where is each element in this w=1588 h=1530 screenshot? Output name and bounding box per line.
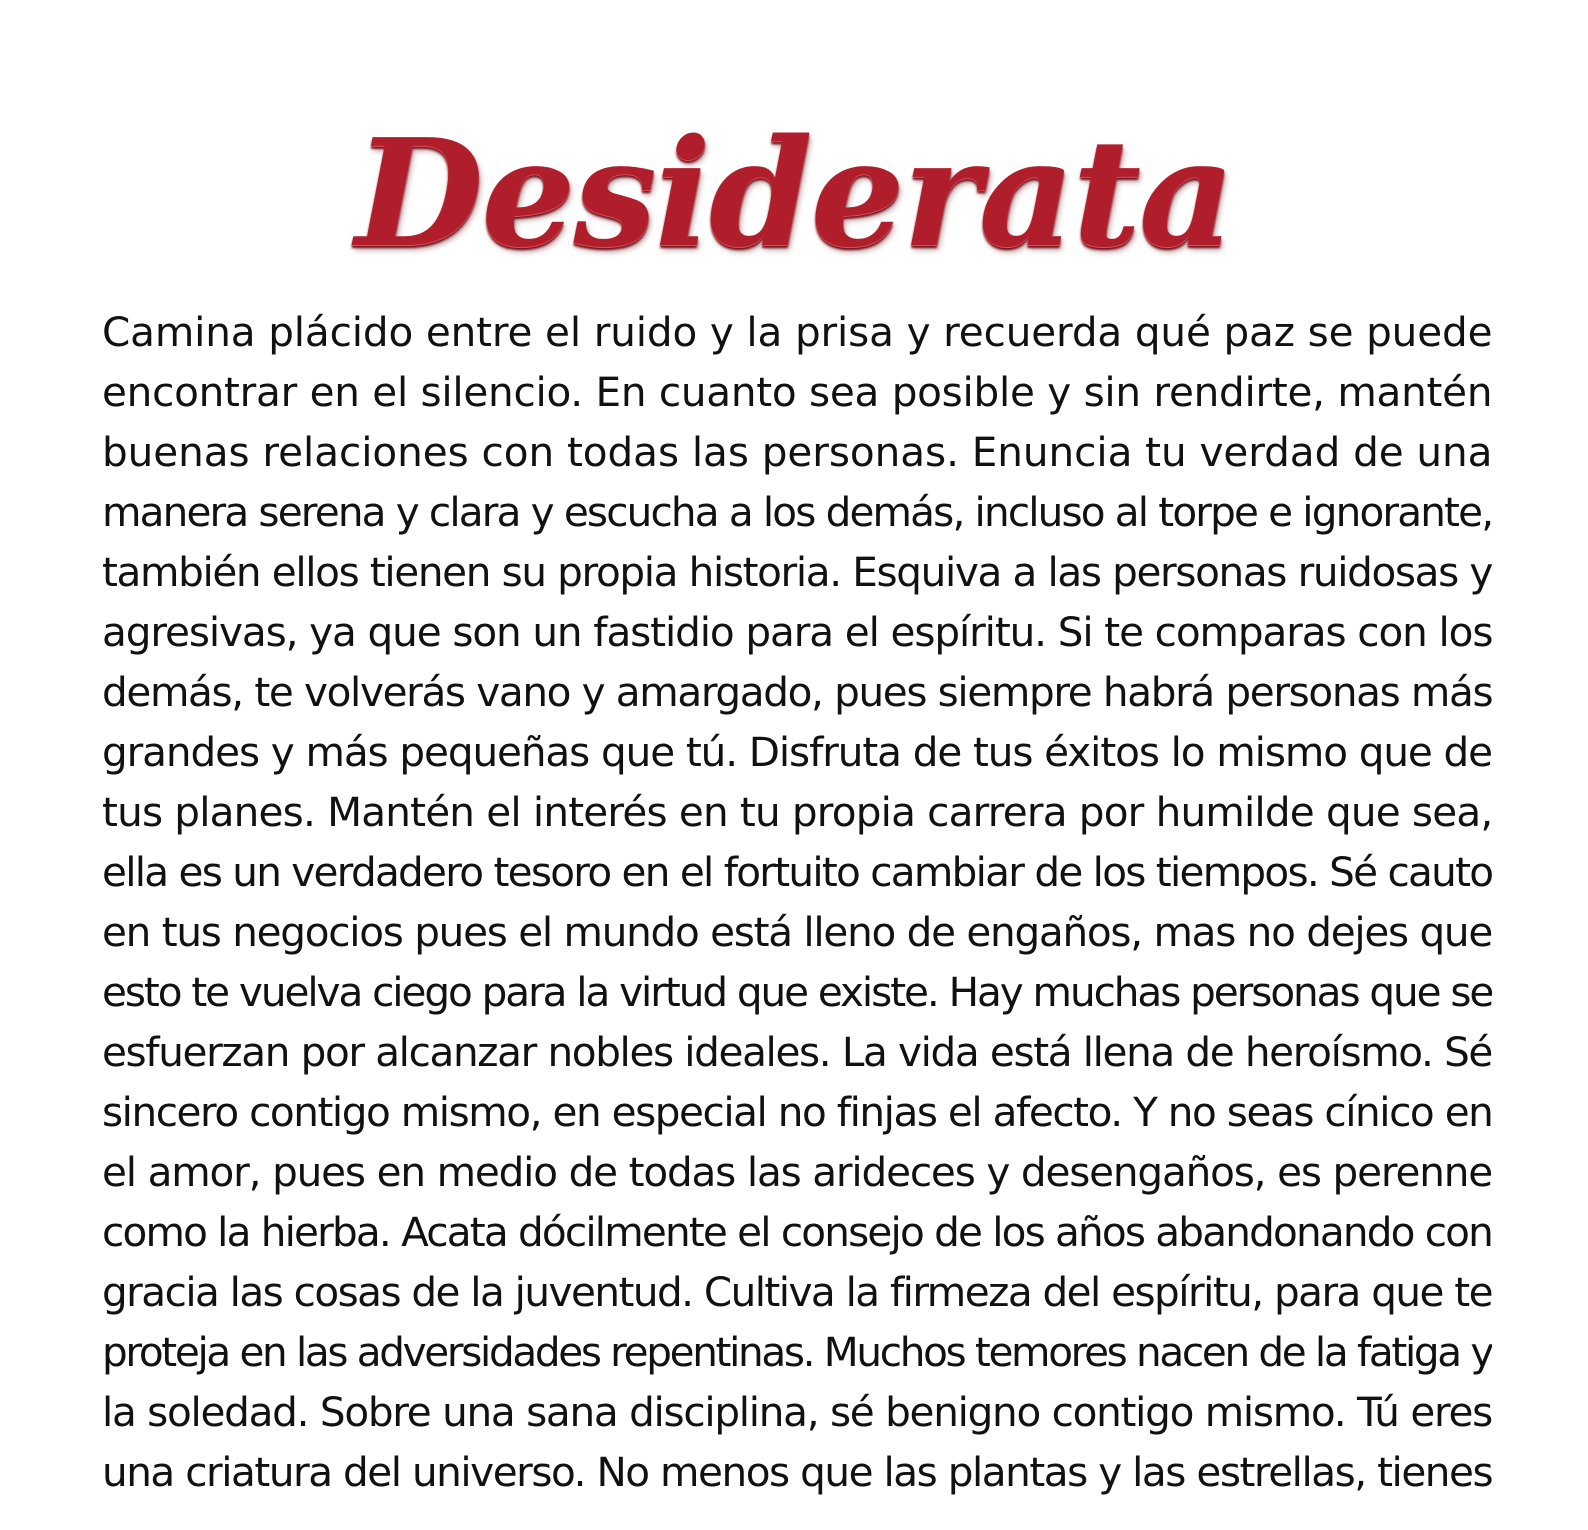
poem-line: Camina plácido entre el ruido y la prisa y recuerda qué paz se puede [102, 308, 1492, 356]
poem-line: manera serena y clara y escucha a los demás, incluso al torpe e ignorante, [102, 488, 1492, 536]
poem-line: gracia las cosas de la juventud. Cultiva la firmeza del espíritu, para que te [102, 1268, 1492, 1316]
poem-line: también ellos tienen su propia historia. Esquiva a las personas ruidosas y [102, 548, 1492, 596]
poem-line: proteja en las adversidades repentinas. Muchos temores nacen de la fatiga y [102, 1328, 1492, 1376]
poem-line: tus planes. Mantén el interés en tu propia carrera por humilde que sea, [102, 788, 1492, 836]
poem-line: en tus negocios pues el mundo está lleno de engaños, mas no dejes que [102, 908, 1492, 956]
poem-line: el amor, pues en medio de todas las arideces y desengaños, es perenne [102, 1148, 1492, 1196]
poem-line: ella es un verdadero tesoro en el fortuito cambiar de los tiempos. Sé cauto [102, 848, 1492, 896]
poem-line: grandes y más pequeñas que tú. Disfruta de tus éxitos lo mismo que de [102, 728, 1492, 776]
poem-line: encontrar en el silencio. En cuanto sea posible y sin rendirte, mantén [102, 368, 1492, 416]
poem-line: buenas relaciones con todas las personas. Enuncia tu verdad de una [102, 428, 1492, 476]
poem-line: la soledad. Sobre una sana disciplina, sé benigno contigo mismo. Tú eres [102, 1388, 1492, 1436]
poem-body [102, 302, 1492, 1502]
poem-line: esfuerzan por alcanzar nobles ideales. La vida está llena de heroísmo. Sé [102, 1028, 1492, 1076]
poem-line: una criatura del universo. No menos que las plantas y las estrellas, tienes [102, 1448, 1492, 1496]
poem-line: demás, te volverás vano y amargado, pues siempre habrá personas más [102, 668, 1492, 716]
poem-line: sincero contigo mismo, en especial no finjas el afecto. Y no seas cínico en [102, 1088, 1492, 1136]
poem-line: esto te vuelva ciego para la virtud que existe. Hay muchas personas que se [102, 968, 1492, 1016]
poem-line: como la hierba. Acata dócilmente el consejo de los años abandonando con [102, 1208, 1492, 1256]
document-title: Desiderata [355, 106, 1233, 280]
poem-line: agresivas, ya que son un fastidio para el espíritu. Si te comparas con los [102, 608, 1492, 656]
